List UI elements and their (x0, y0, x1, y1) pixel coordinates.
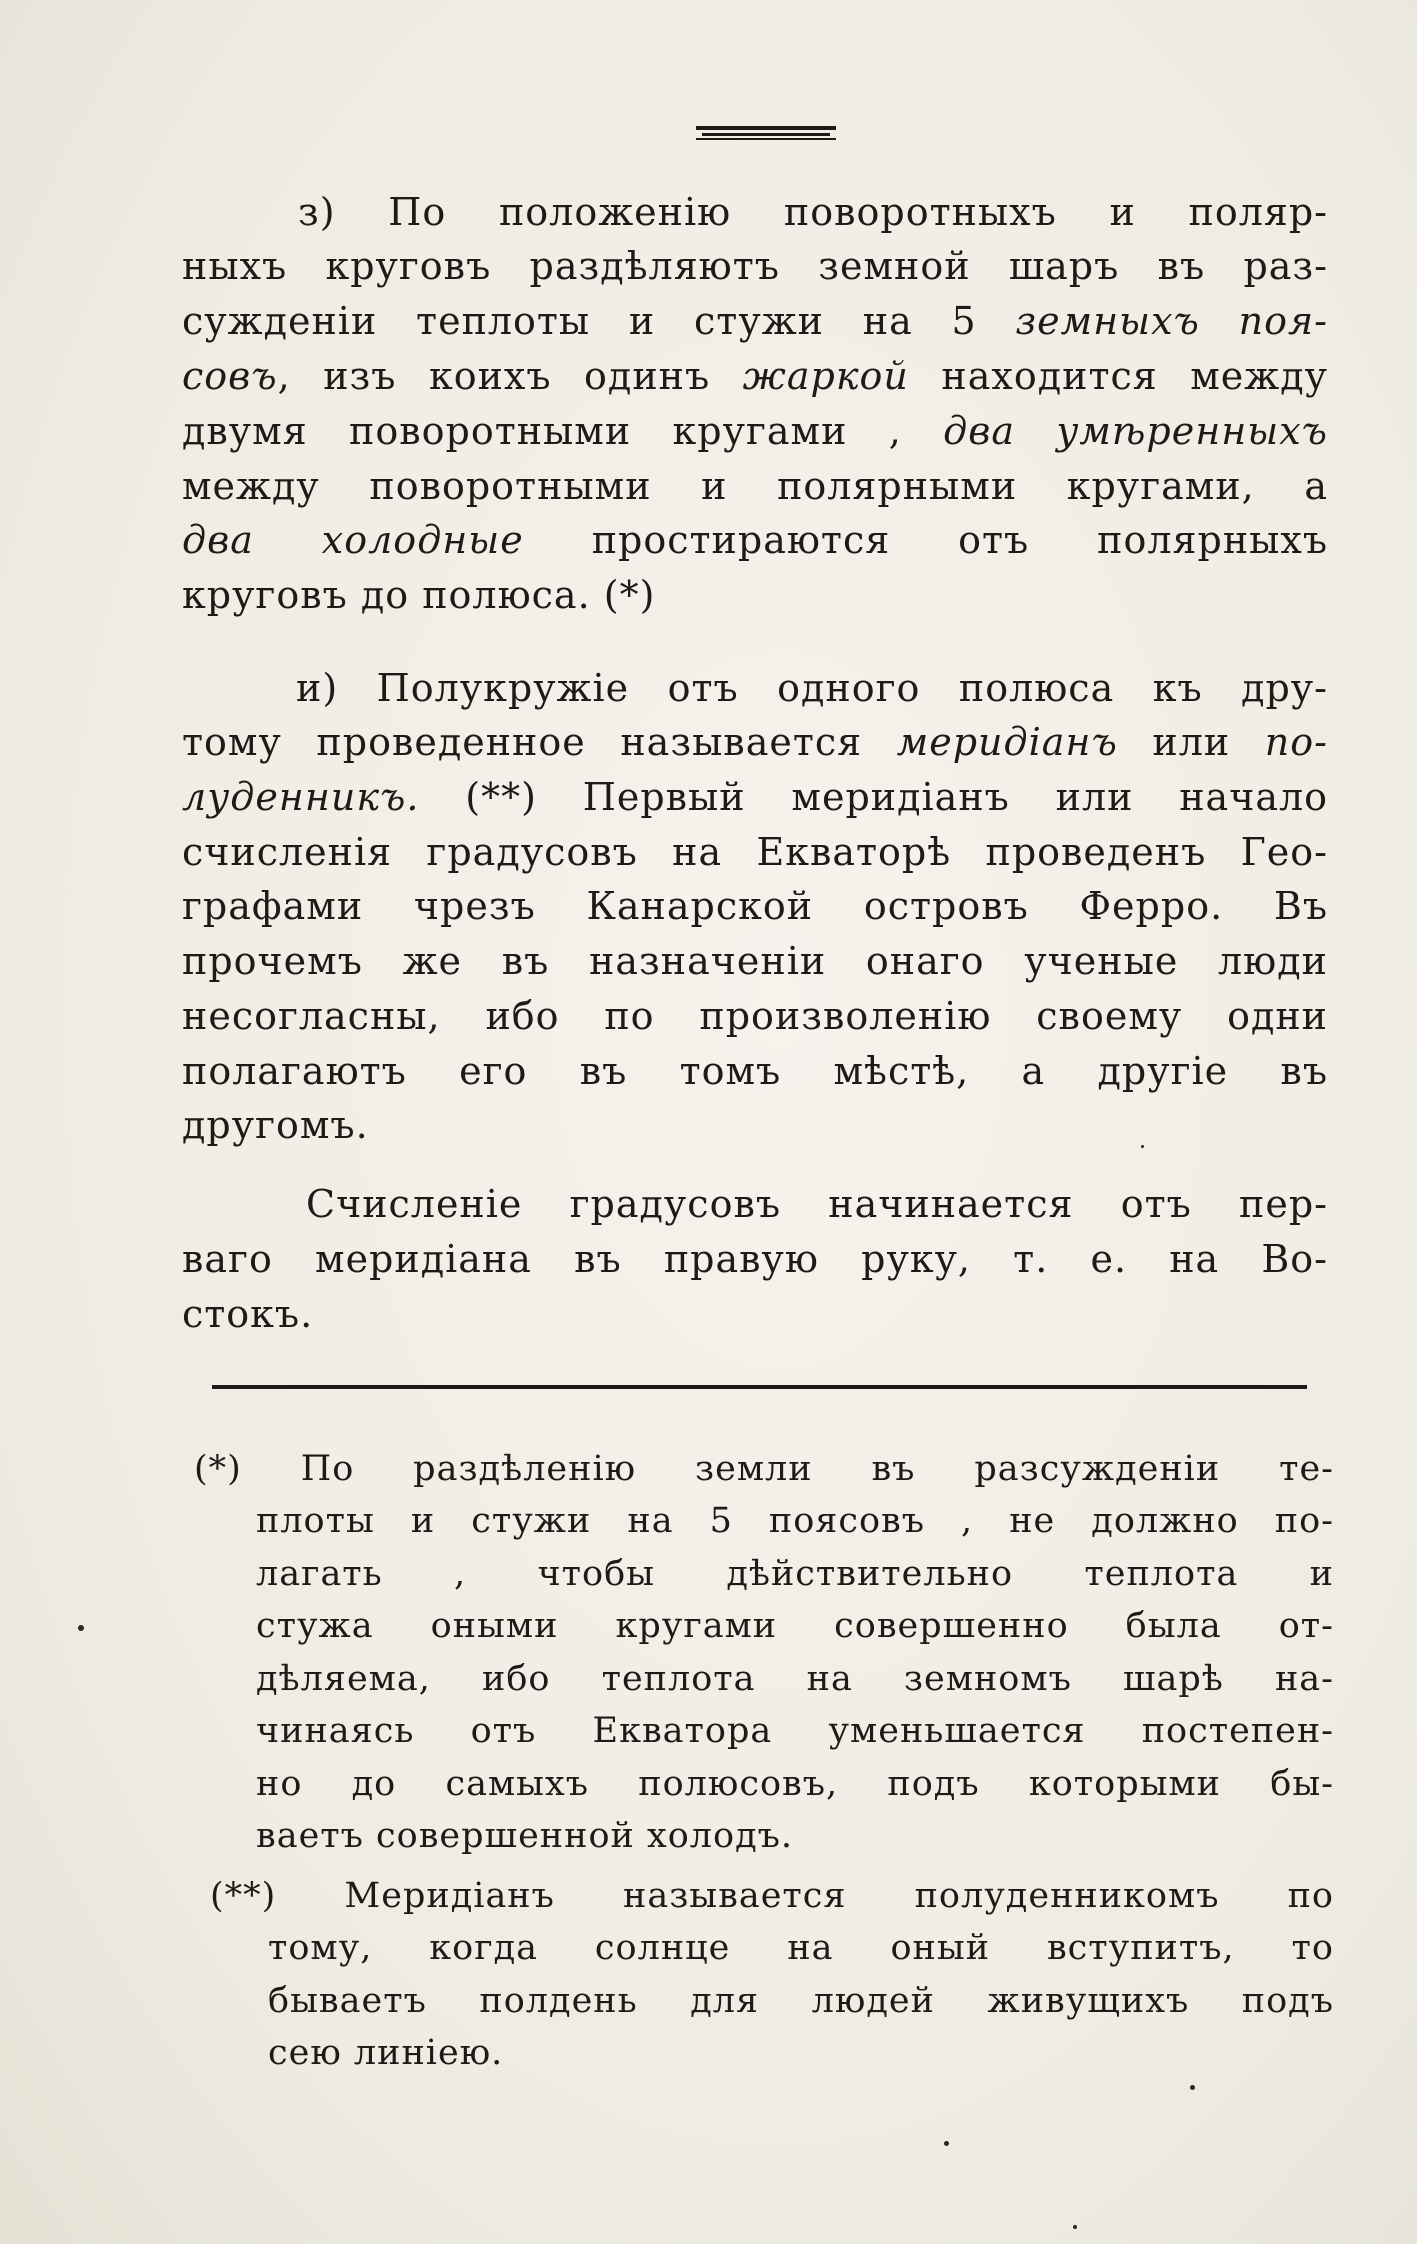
footnote-line: сею линіею. (268, 2033, 504, 2073)
ink-speck (1190, 2085, 1195, 2090)
text-line: несогласны, ибо по произволенію своему одни (182, 994, 1328, 1038)
footnote-line: плоты и стужи на 5 поясовъ , не должно по- (256, 1501, 1334, 1541)
text-line: счисленія градусовъ на Екваторѣ проведенъ Гео- (182, 830, 1328, 874)
text-line: тому проведенное называется меридіанъ или по- (182, 720, 1328, 764)
ink-speck (1073, 2225, 1077, 2229)
text-line: прочемъ же въ назначеніи онаго ученые люди (182, 939, 1328, 983)
footnote-separator (212, 1385, 1307, 1389)
footnote-line: ваетъ совершенной холодъ. (256, 1816, 794, 1856)
text-line: двумя поворотными кругами , два умѣренныхъ (182, 409, 1329, 453)
text-line: другомъ. (182, 1103, 369, 1147)
footnote-line: но до самыхъ полюсовъ, подъ которыми бы- (256, 1764, 1334, 1804)
text-line: два холодные простираются отъ полярныхъ (182, 518, 1329, 562)
header-ornament (696, 124, 836, 142)
text-line: ныхъ круговъ раздѣляютъ земной шаръ въ раз- (182, 244, 1328, 288)
text-line: ваго меридіана въ правую руку, т. е. на Во- (182, 1237, 1328, 1281)
text-line: полагаютъ его въ томъ мѣстѣ, а другіе въ (182, 1049, 1328, 1093)
ink-speck (78, 1625, 84, 1631)
text-line: сужденіи теплоты и стужи на 5 земныхъ поя- (182, 299, 1328, 343)
footnote-line: тому, когда солнце на оный вступитъ, то (268, 1928, 1334, 1968)
text-line: луденникъ. (**) Первый меридіанъ или начало (182, 775, 1328, 819)
footnote-line: (**) Меридіанъ называется полуденникомъ по (210, 1876, 1334, 1916)
footnote-line: стужа оными кругами совершенно была от- (256, 1606, 1334, 1646)
footnote-line: бываетъ полдень для людей живущихъ подъ (268, 1981, 1334, 2021)
text-line: совъ, изъ коихъ одинъ жаркой находится между (182, 354, 1328, 398)
text-line: круговъ до полюса. (*) (182, 573, 656, 617)
text-line: и) Полукружіе отъ одного полюса къ дру- (296, 666, 1328, 710)
footnote-line: чинаясь отъ Екватора уменьшается постепен- (256, 1711, 1334, 1751)
footnote-line: лагать , чтобы дѣйствительно теплота и (256, 1554, 1334, 1594)
footnote-line: (*) По раздѣленію земли въ разсужденіи те- (194, 1449, 1334, 1489)
text-line: Счисленіе градусовъ начинается отъ пер- (306, 1182, 1328, 1226)
ink-speck (1141, 1145, 1144, 1148)
footnote-line: дѣляема, ибо теплота на земномъ шарѣ на- (256, 1659, 1334, 1699)
text-line: з) По положенію поворотныхъ и поляр- (298, 190, 1328, 234)
text-line: стокъ. (182, 1292, 314, 1336)
ink-speck (944, 2141, 949, 2146)
text-line: графами чрезъ Канарской островъ Ферро. Въ (182, 884, 1328, 928)
text-line: между поворотными и полярными кругами, а (182, 464, 1328, 508)
